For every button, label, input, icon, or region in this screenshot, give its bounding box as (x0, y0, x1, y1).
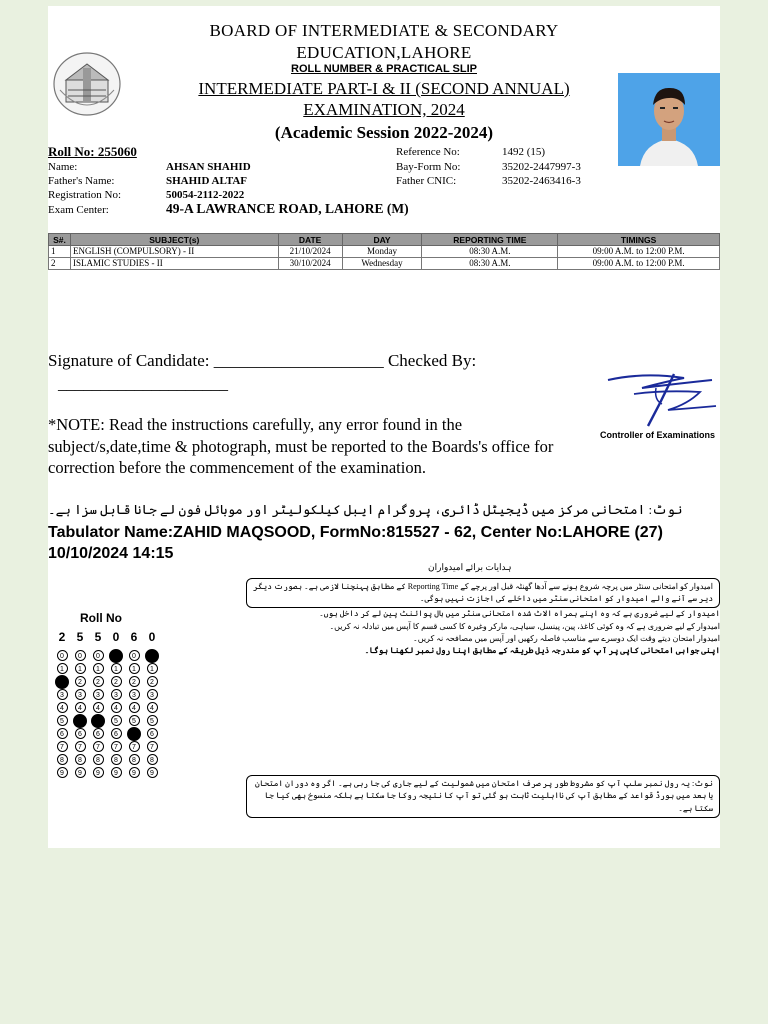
instruction-item: امیدوار کے لیے ضروری ہے کہ وہ کوئی کاغذ، پین، پینسل، سیاہی، مارکر وغیرہ کا کسی قسم کا آپس میں تبادلہ نہ کریں۔ (329, 621, 720, 631)
roll-bubble: 0 (57, 650, 68, 661)
roll-bubble (91, 714, 105, 728)
roll-bubble: 7 (147, 741, 158, 752)
reference-number: 1492 (15) (502, 146, 546, 158)
bform-label: Bay-Form No: (396, 161, 461, 173)
exam-center-label: Exam Center: (48, 204, 109, 216)
roll-digit: 5 (94, 630, 102, 644)
column-header: TIMINGS (558, 234, 720, 246)
instruction-spacer (246, 657, 720, 775)
instructions-list (246, 578, 720, 818)
registration-label: Registration No: (48, 189, 122, 201)
table-cell: Monday (342, 246, 422, 258)
column-header: DATE (278, 234, 342, 246)
roll-bubble: 4 (129, 702, 140, 713)
signature-line: Signature of Candidate: ____________________ Checked By: (48, 351, 477, 370)
roll-bubble: 1 (111, 663, 122, 674)
roll-bubble: 8 (57, 754, 68, 765)
roll-bubble: 9 (111, 767, 122, 778)
note-text: *NOTE: Read the instructions carefully, any error found in the subject/s,date,time & photograph, must be reported to the Boards's office for correction before the commencement of the examination. (48, 415, 554, 477)
roll-bubble: 3 (129, 689, 140, 700)
roll-bubble: 2 (111, 676, 122, 687)
roll-grid-label: Roll No (80, 611, 122, 625)
roll-bubble: 8 (93, 754, 104, 765)
roll-bubble: 7 (111, 741, 122, 752)
roll-bubble: 8 (129, 754, 140, 765)
table-cell: 08:30 A.M. (422, 258, 558, 270)
roll-digit: 2 (58, 630, 66, 644)
instruction-item: نوٹ: یہ رول نمبر سلپ آپ کو مشروط طور پر صرف امتحان میں شمولیت کے لیے جاری کی جا رہی ہے۔ اگر وہ دوران امتحان یا بعد میں بورڈ قواعد کے مطابق آپ کی نااہلیت ثابت ہو گئی تو آپ کا نتیجہ روکا جا سکتا ہے بلکہ منسوخ بھی کیا جا سکتا ہے۔ (246, 775, 720, 818)
controller-signature (604, 370, 720, 430)
roll-bubble: 6 (75, 728, 86, 739)
roll-digit: 5 (76, 630, 84, 644)
father-label: Father's Name: (48, 175, 115, 187)
instruction-item: امیدوار کے لیے ضروری ہے کہ وہ اپنے ہمراہ الاٹ شدہ امتحانی سنٹر میں بال پوائنٹ پین لے کر داخل ہوں۔ (319, 609, 720, 619)
roll-bubble: 1 (147, 663, 158, 674)
tabulator-info: Tabulator Name:ZAHID MAQSOOD, FormNo:815527 - 62, Center No:LAHORE (27) 10/10/2024 14:15 (48, 524, 663, 562)
instruction-item: امیدوار امتحان دیتے وقت ایک دوسرے سے مناسب فاصلہ رکھیں اور آپس میں مصافحہ نہ کریں۔ (413, 633, 720, 643)
candidate-name: AHSAN SHAHID (166, 161, 251, 173)
father-cnic: 35202-2463416-3 (502, 175, 581, 187)
roll-bubble: 2 (75, 676, 86, 687)
table-cell: 21/10/2024 (278, 246, 342, 258)
roll-bubble: 9 (75, 767, 86, 778)
roll-bubble (145, 649, 159, 663)
roll-bubble (73, 714, 87, 728)
instruction-item: اپنی جوابی امتحانی کاپی پر آپ کو مندرجہ ذیل طریقہ کے مطابق اپنا رول نمبر لکھنا ہوگا۔ (364, 646, 720, 656)
roll-bubble: 2 (147, 676, 158, 687)
roll-digit: 0 (112, 630, 120, 644)
table-cell: 30/10/2024 (278, 258, 342, 270)
slip-type: ROLL NUMBER & PRACTICAL SLIP (291, 63, 477, 75)
table-row (49, 246, 720, 258)
roll-bubble: 4 (111, 702, 122, 713)
roll-bubble: 3 (57, 689, 68, 700)
roll-bubble: 7 (57, 741, 68, 752)
roll-digit: 0 (148, 630, 156, 644)
roll-bubble: 0 (129, 650, 140, 661)
roll-digit: 6 (130, 630, 138, 644)
roll-bubble: 3 (111, 689, 122, 700)
controller-label: Controller of Examinations (600, 430, 716, 440)
roll-number: Roll No: 255060 (48, 144, 137, 159)
roll-bubble: 5 (57, 715, 68, 726)
roll-bubble (127, 727, 141, 741)
roll-bubble: 5 (129, 715, 140, 726)
father-cnic-label: Father CNIC: (396, 175, 457, 187)
roll-bubble: 3 (93, 689, 104, 700)
table-cell: Wednesday (342, 258, 422, 270)
roll-bubble: 8 (75, 754, 86, 765)
roll-bubble: 4 (57, 702, 68, 713)
roll-bubble: 1 (75, 663, 86, 674)
roll-bubble: 5 (111, 715, 122, 726)
roll-bubble: 1 (129, 663, 140, 674)
exam-title-line1: INTERMEDIATE PART-I & II (SECOND ANNUAL) (198, 79, 570, 98)
board-title-line2: EDUCATION,LAHORE (296, 43, 472, 62)
roll-bubble: 2 (129, 676, 140, 687)
table-cell: ISLAMIC STUDIES - II (70, 258, 278, 270)
roll-bubble: 9 (147, 767, 158, 778)
roll-bubble: 6 (93, 728, 104, 739)
candidate-photo (618, 73, 720, 166)
name-label: Name: (48, 161, 78, 173)
exam-center: 49-A LAWRANCE ROAD, LAHORE (M) (166, 201, 409, 216)
roll-bubble: 4 (75, 702, 86, 713)
roll-bubble: 0 (75, 650, 86, 661)
column-header: REPORTING TIME (422, 234, 558, 246)
table-header-row (49, 234, 720, 246)
table-cell: ENGLISH (COMPULSORY) - II (70, 246, 278, 258)
reference-label: Reference No: (396, 146, 460, 158)
roll-bubble: 6 (57, 728, 68, 739)
roll-bubble: 1 (93, 663, 104, 674)
academic-session: (Academic Session 2022-2024) (274, 123, 494, 142)
column-header: SUBJECT(s) (70, 234, 278, 246)
table-cell: 09:00 A.M. to 12:00 P.M. (558, 258, 720, 270)
roll-bubble: 9 (93, 767, 104, 778)
column-header: DAY (342, 234, 422, 246)
father-name: SHAHID ALTAF (166, 175, 247, 187)
exam-title-line2: EXAMINATION, 2024 (303, 100, 465, 119)
table-cell: 09:00 A.M. to 12:00 P.M. (558, 246, 720, 258)
roll-bubble: 0 (93, 650, 104, 661)
table-cell: 08:30 A.M. (422, 246, 558, 258)
roll-bubble: 3 (147, 689, 158, 700)
board-title-line1: BOARD OF INTERMEDIATE & SECONDARY (209, 21, 559, 40)
column-header: S#. (49, 234, 71, 246)
instructions-heading: ہدایات برائے امیدواران (428, 562, 512, 572)
roll-bubble (55, 675, 69, 689)
checked-by-line: ____________________ (58, 374, 228, 393)
subjects-table (48, 233, 720, 270)
registration-number: 50054-2112-2022 (166, 189, 245, 201)
roll-bubble: 9 (57, 767, 68, 778)
roll-bubble: 4 (93, 702, 104, 713)
roll-number-slip (48, 6, 720, 848)
board-title (48, 20, 720, 64)
roll-bubble: 6 (111, 728, 122, 739)
roll-bubble: 2 (93, 676, 104, 687)
roll-bubble: 5 (147, 715, 158, 726)
roll-bubble: 6 (147, 728, 158, 739)
roll-bubble: 7 (129, 741, 140, 752)
roll-bubble: 8 (111, 754, 122, 765)
roll-bubble: 4 (147, 702, 158, 713)
urdu-warning: نوٹ: امتحانی مرکز میں ڈیجیٹل ڈائری، پروگرام ایبل کیلکولیٹر اور موبائل فون لے جانا قابل سزا ہے۔ (48, 502, 683, 517)
bform-number: 35202-2447997-3 (502, 161, 581, 173)
instruction-item: امیدوار کو امتحانی سنٹر میں پرچہ شروع ہونے سے آدھا گھنٹہ قبل اور پرچے کے Reporting Time کے مطابق پہنچنا لازمی ہے۔ بصورت دیگر دیر سے آنے والے امیدوار کو امتحانی سنٹر میں داخلے کی اجازت نہیں ہوگی۔ (246, 578, 720, 608)
table-row (49, 258, 720, 270)
roll-grid-digits (53, 630, 161, 644)
roll-bubble: 3 (75, 689, 86, 700)
table-cell: 1 (49, 246, 71, 258)
roll-bubble (109, 649, 123, 663)
roll-bubble: 1 (57, 663, 68, 674)
roll-bubble: 9 (129, 767, 140, 778)
table-cell: 2 (49, 258, 71, 270)
roll-bubble: 7 (75, 741, 86, 752)
roll-bubble: 8 (147, 754, 158, 765)
roll-bubble: 7 (93, 741, 104, 752)
